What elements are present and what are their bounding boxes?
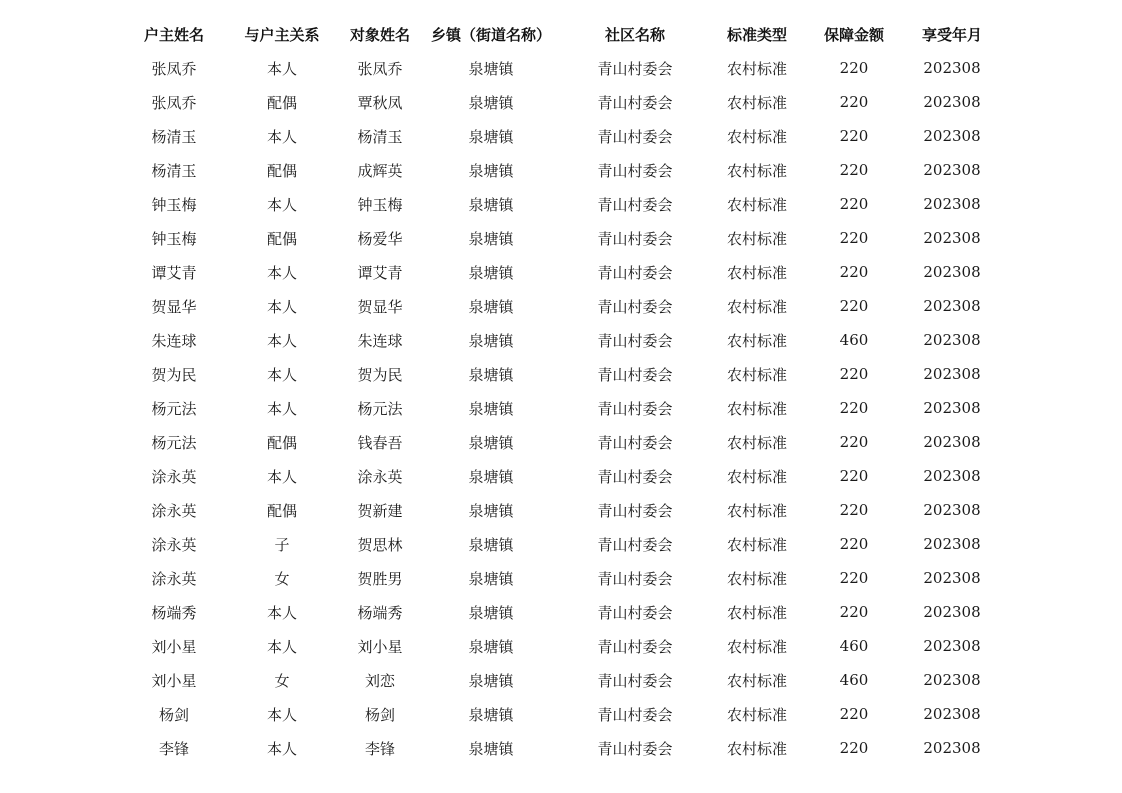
month-cell: 202308: [923, 569, 981, 587]
standard-type-cell: 农村标准: [726, 297, 787, 316]
table-row: [123, 357, 1001, 391]
community-cell: 青山村委会: [597, 263, 673, 282]
relationship-cell: 本人: [266, 705, 297, 724]
standard-type-cell: 农村标准: [726, 671, 787, 690]
community-cell: 青山村委会: [597, 93, 673, 112]
recipient-name-cell: 钟玉梅: [357, 195, 403, 214]
month-cell: 202308: [923, 671, 981, 689]
relationship-cell: 配偶: [266, 161, 297, 180]
table-row: [123, 459, 1001, 493]
amount-cell: 220: [839, 399, 869, 417]
table-row: [123, 221, 1001, 255]
township-cell: 泉塘镇: [468, 331, 514, 350]
standard-type-cell: 农村标准: [726, 229, 787, 248]
amount-cell: 220: [839, 739, 869, 757]
standard-type-cell: 农村标准: [726, 263, 787, 282]
month-cell: 202308: [923, 535, 981, 553]
householder-name-cell: 涂永英: [151, 535, 197, 554]
recipient-name-cell: 贺为民: [357, 365, 403, 384]
community-cell: 青山村委会: [597, 195, 673, 214]
standard-type-cell: 农村标准: [726, 467, 787, 486]
householder-name-cell: 刘小星: [151, 637, 197, 656]
householder-name-cell: 杨清玉: [151, 161, 197, 180]
relationship-cell: 本人: [266, 467, 297, 486]
amount-cell: 220: [839, 433, 869, 451]
township-cell: 泉塘镇: [468, 229, 514, 248]
amount-cell: 460: [839, 671, 869, 689]
amount-cell: 220: [839, 297, 869, 315]
standard-type-cell: 农村标准: [726, 331, 787, 350]
community-cell: 青山村委会: [597, 331, 673, 350]
month-cell: 202308: [923, 297, 981, 315]
community-cell: 青山村委会: [597, 59, 673, 78]
householder-name-cell: 杨清玉: [151, 127, 197, 146]
recipient-name-cell: 涂永英: [357, 467, 403, 486]
table-row: [123, 425, 1001, 459]
recipient-name-cell: 钱春吾: [357, 433, 403, 452]
standard-type-cell: 农村标准: [726, 161, 787, 180]
month-cell: 202308: [923, 603, 981, 621]
header-month: 享受年月: [921, 25, 982, 44]
amount-cell: 220: [839, 93, 869, 111]
community-cell: 青山村委会: [597, 467, 673, 486]
amount-cell: 220: [839, 603, 869, 621]
relationship-cell: 本人: [266, 297, 297, 316]
month-cell: 202308: [923, 467, 981, 485]
month-cell: 202308: [923, 127, 981, 145]
community-cell: 青山村委会: [597, 705, 673, 724]
month-cell: 202308: [923, 501, 981, 519]
month-cell: 202308: [923, 263, 981, 281]
amount-cell: 460: [839, 637, 869, 655]
standard-type-cell: 农村标准: [726, 569, 787, 588]
table-row: [123, 663, 1001, 697]
recipient-name-cell: 贺显华: [357, 297, 403, 316]
month-cell: 202308: [923, 365, 981, 383]
month-cell: 202308: [923, 739, 981, 757]
householder-name-cell: 刘小星: [151, 671, 197, 690]
table-row: [123, 255, 1001, 289]
township-cell: 泉塘镇: [468, 93, 514, 112]
table-row: [123, 119, 1001, 153]
recipient-name-cell: 谭艾青: [357, 263, 403, 282]
householder-name-cell: 涂永英: [151, 569, 197, 588]
recipient-name-cell: 覃秋凤: [357, 93, 403, 112]
community-cell: 青山村委会: [597, 637, 673, 656]
recipient-name-cell: 杨清玉: [357, 127, 403, 146]
amount-cell: 220: [839, 195, 869, 213]
table-row: [123, 527, 1001, 561]
table-row: [123, 289, 1001, 323]
amount-cell: 220: [839, 127, 869, 145]
table-row: [123, 391, 1001, 425]
township-cell: 泉塘镇: [468, 467, 514, 486]
recipient-name-cell: 贺胜男: [357, 569, 403, 588]
relationship-cell: 本人: [266, 399, 297, 418]
header-row: [123, 17, 1001, 51]
township-cell: 泉塘镇: [468, 365, 514, 384]
community-cell: 青山村委会: [597, 671, 673, 690]
table-row: [123, 493, 1001, 527]
relationship-cell: 女: [274, 671, 290, 690]
month-cell: 202308: [923, 195, 981, 213]
table-row: [123, 697, 1001, 731]
relationship-cell: 本人: [266, 331, 297, 350]
community-cell: 青山村委会: [597, 535, 673, 554]
month-cell: 202308: [923, 59, 981, 77]
relationship-cell: 配偶: [266, 501, 297, 520]
amount-cell: 220: [839, 705, 869, 723]
community-cell: 青山村委会: [597, 399, 673, 418]
header-relationship: 与户主关系: [244, 25, 320, 44]
householder-name-cell: 朱连球: [151, 331, 197, 350]
householder-name-cell: 杨元法: [151, 433, 197, 452]
township-cell: 泉塘镇: [468, 127, 514, 146]
table-row: [123, 85, 1001, 119]
recipient-name-cell: 刘小星: [357, 637, 403, 656]
householder-name-cell: 钟玉梅: [151, 195, 197, 214]
table-row: [123, 51, 1001, 85]
table-header: [123, 17, 1001, 51]
month-cell: 202308: [923, 705, 981, 723]
table-row: [123, 731, 1001, 765]
table-row: [123, 595, 1001, 629]
householder-name-cell: 涂永英: [151, 501, 197, 520]
month-cell: 202308: [923, 637, 981, 655]
township-cell: 泉塘镇: [468, 263, 514, 282]
householder-name-cell: 钟玉梅: [151, 229, 197, 248]
standard-type-cell: 农村标准: [726, 399, 787, 418]
community-cell: 青山村委会: [597, 127, 673, 146]
allowance-table: [123, 17, 1001, 765]
table-row: [123, 153, 1001, 187]
township-cell: 泉塘镇: [468, 399, 514, 418]
table-row: [123, 323, 1001, 357]
householder-name-cell: 谭艾青: [151, 263, 197, 282]
householder-name-cell: 杨剑: [158, 705, 189, 724]
township-cell: 泉塘镇: [468, 161, 514, 180]
township-cell: 泉塘镇: [468, 739, 514, 758]
householder-name-cell: 杨元法: [151, 399, 197, 418]
amount-cell: 220: [839, 535, 869, 553]
month-cell: 202308: [923, 433, 981, 451]
standard-type-cell: 农村标准: [726, 433, 787, 452]
relationship-cell: 子: [274, 535, 290, 554]
relationship-cell: 本人: [266, 59, 297, 78]
relationship-cell: 女: [274, 569, 290, 588]
township-cell: 泉塘镇: [468, 705, 514, 724]
township-cell: 泉塘镇: [468, 195, 514, 214]
householder-name-cell: 贺显华: [151, 297, 197, 316]
header-householder-name: 户主姓名: [143, 25, 204, 44]
standard-type-cell: 农村标准: [726, 59, 787, 78]
amount-cell: 220: [839, 161, 869, 179]
township-cell: 泉塘镇: [468, 433, 514, 452]
amount-cell: 220: [839, 59, 869, 77]
recipient-name-cell: 李锋: [364, 739, 395, 758]
month-cell: 202308: [923, 229, 981, 247]
householder-name-cell: 涂永英: [151, 467, 197, 486]
header-standard-type: 标准类型: [726, 25, 787, 44]
table-body: [123, 51, 1001, 765]
recipient-name-cell: 贺新建: [357, 501, 403, 520]
month-cell: 202308: [923, 93, 981, 111]
header-recipient-name: 对象姓名: [349, 25, 410, 44]
recipient-name-cell: 杨元法: [357, 399, 403, 418]
relationship-cell: 本人: [266, 739, 297, 758]
householder-name-cell: 张凤乔: [151, 93, 197, 112]
township-cell: 泉塘镇: [468, 59, 514, 78]
standard-type-cell: 农村标准: [726, 603, 787, 622]
community-cell: 青山村委会: [597, 433, 673, 452]
township-cell: 泉塘镇: [468, 569, 514, 588]
standard-type-cell: 农村标准: [726, 535, 787, 554]
amount-cell: 460: [839, 331, 869, 349]
recipient-name-cell: 杨爱华: [357, 229, 403, 248]
standard-type-cell: 农村标准: [726, 127, 787, 146]
recipient-name-cell: 杨端秀: [357, 603, 403, 622]
month-cell: 202308: [923, 331, 981, 349]
month-cell: 202308: [923, 399, 981, 417]
header-amount: 保障金额: [823, 25, 884, 44]
table-row: [123, 561, 1001, 595]
recipient-name-cell: 张凤乔: [357, 59, 403, 78]
table-row: [123, 629, 1001, 663]
township-cell: 泉塘镇: [468, 603, 514, 622]
community-cell: 青山村委会: [597, 569, 673, 588]
header-township: 乡镇（街道名称）: [430, 25, 551, 44]
table-row: [123, 187, 1001, 221]
community-cell: 青山村委会: [597, 603, 673, 622]
township-cell: 泉塘镇: [468, 501, 514, 520]
standard-type-cell: 农村标准: [726, 195, 787, 214]
householder-name-cell: 杨端秀: [151, 603, 197, 622]
recipient-name-cell: 杨剑: [364, 705, 395, 724]
month-cell: 202308: [923, 161, 981, 179]
amount-cell: 220: [839, 365, 869, 383]
relationship-cell: 配偶: [266, 229, 297, 248]
householder-name-cell: 贺为民: [151, 365, 197, 384]
township-cell: 泉塘镇: [468, 297, 514, 316]
relationship-cell: 配偶: [266, 93, 297, 112]
amount-cell: 220: [839, 467, 869, 485]
township-cell: 泉塘镇: [468, 671, 514, 690]
relationship-cell: 本人: [266, 637, 297, 656]
amount-cell: 220: [839, 263, 869, 281]
community-cell: 青山村委会: [597, 739, 673, 758]
recipient-name-cell: 成辉英: [357, 161, 403, 180]
standard-type-cell: 农村标准: [726, 739, 787, 758]
community-cell: 青山村委会: [597, 365, 673, 384]
amount-cell: 220: [839, 501, 869, 519]
relationship-cell: 本人: [266, 127, 297, 146]
community-cell: 青山村委会: [597, 229, 673, 248]
amount-cell: 220: [839, 229, 869, 247]
community-cell: 青山村委会: [597, 161, 673, 180]
standard-type-cell: 农村标准: [726, 93, 787, 112]
relationship-cell: 本人: [266, 603, 297, 622]
recipient-name-cell: 刘恋: [364, 671, 395, 690]
standard-type-cell: 农村标准: [726, 705, 787, 724]
relationship-cell: 本人: [266, 195, 297, 214]
header-community: 社区名称: [604, 25, 665, 44]
township-cell: 泉塘镇: [468, 535, 514, 554]
township-cell: 泉塘镇: [468, 637, 514, 656]
relationship-cell: 配偶: [266, 433, 297, 452]
amount-cell: 220: [839, 569, 869, 587]
community-cell: 青山村委会: [597, 297, 673, 316]
relationship-cell: 本人: [266, 365, 297, 384]
standard-type-cell: 农村标准: [726, 365, 787, 384]
community-cell: 青山村委会: [597, 501, 673, 520]
recipient-name-cell: 朱连球: [357, 331, 403, 350]
standard-type-cell: 农村标准: [726, 501, 787, 520]
standard-type-cell: 农村标准: [726, 637, 787, 656]
recipient-name-cell: 贺思林: [357, 535, 403, 554]
householder-name-cell: 张凤乔: [151, 59, 197, 78]
relationship-cell: 本人: [266, 263, 297, 282]
householder-name-cell: 李锋: [158, 739, 189, 758]
